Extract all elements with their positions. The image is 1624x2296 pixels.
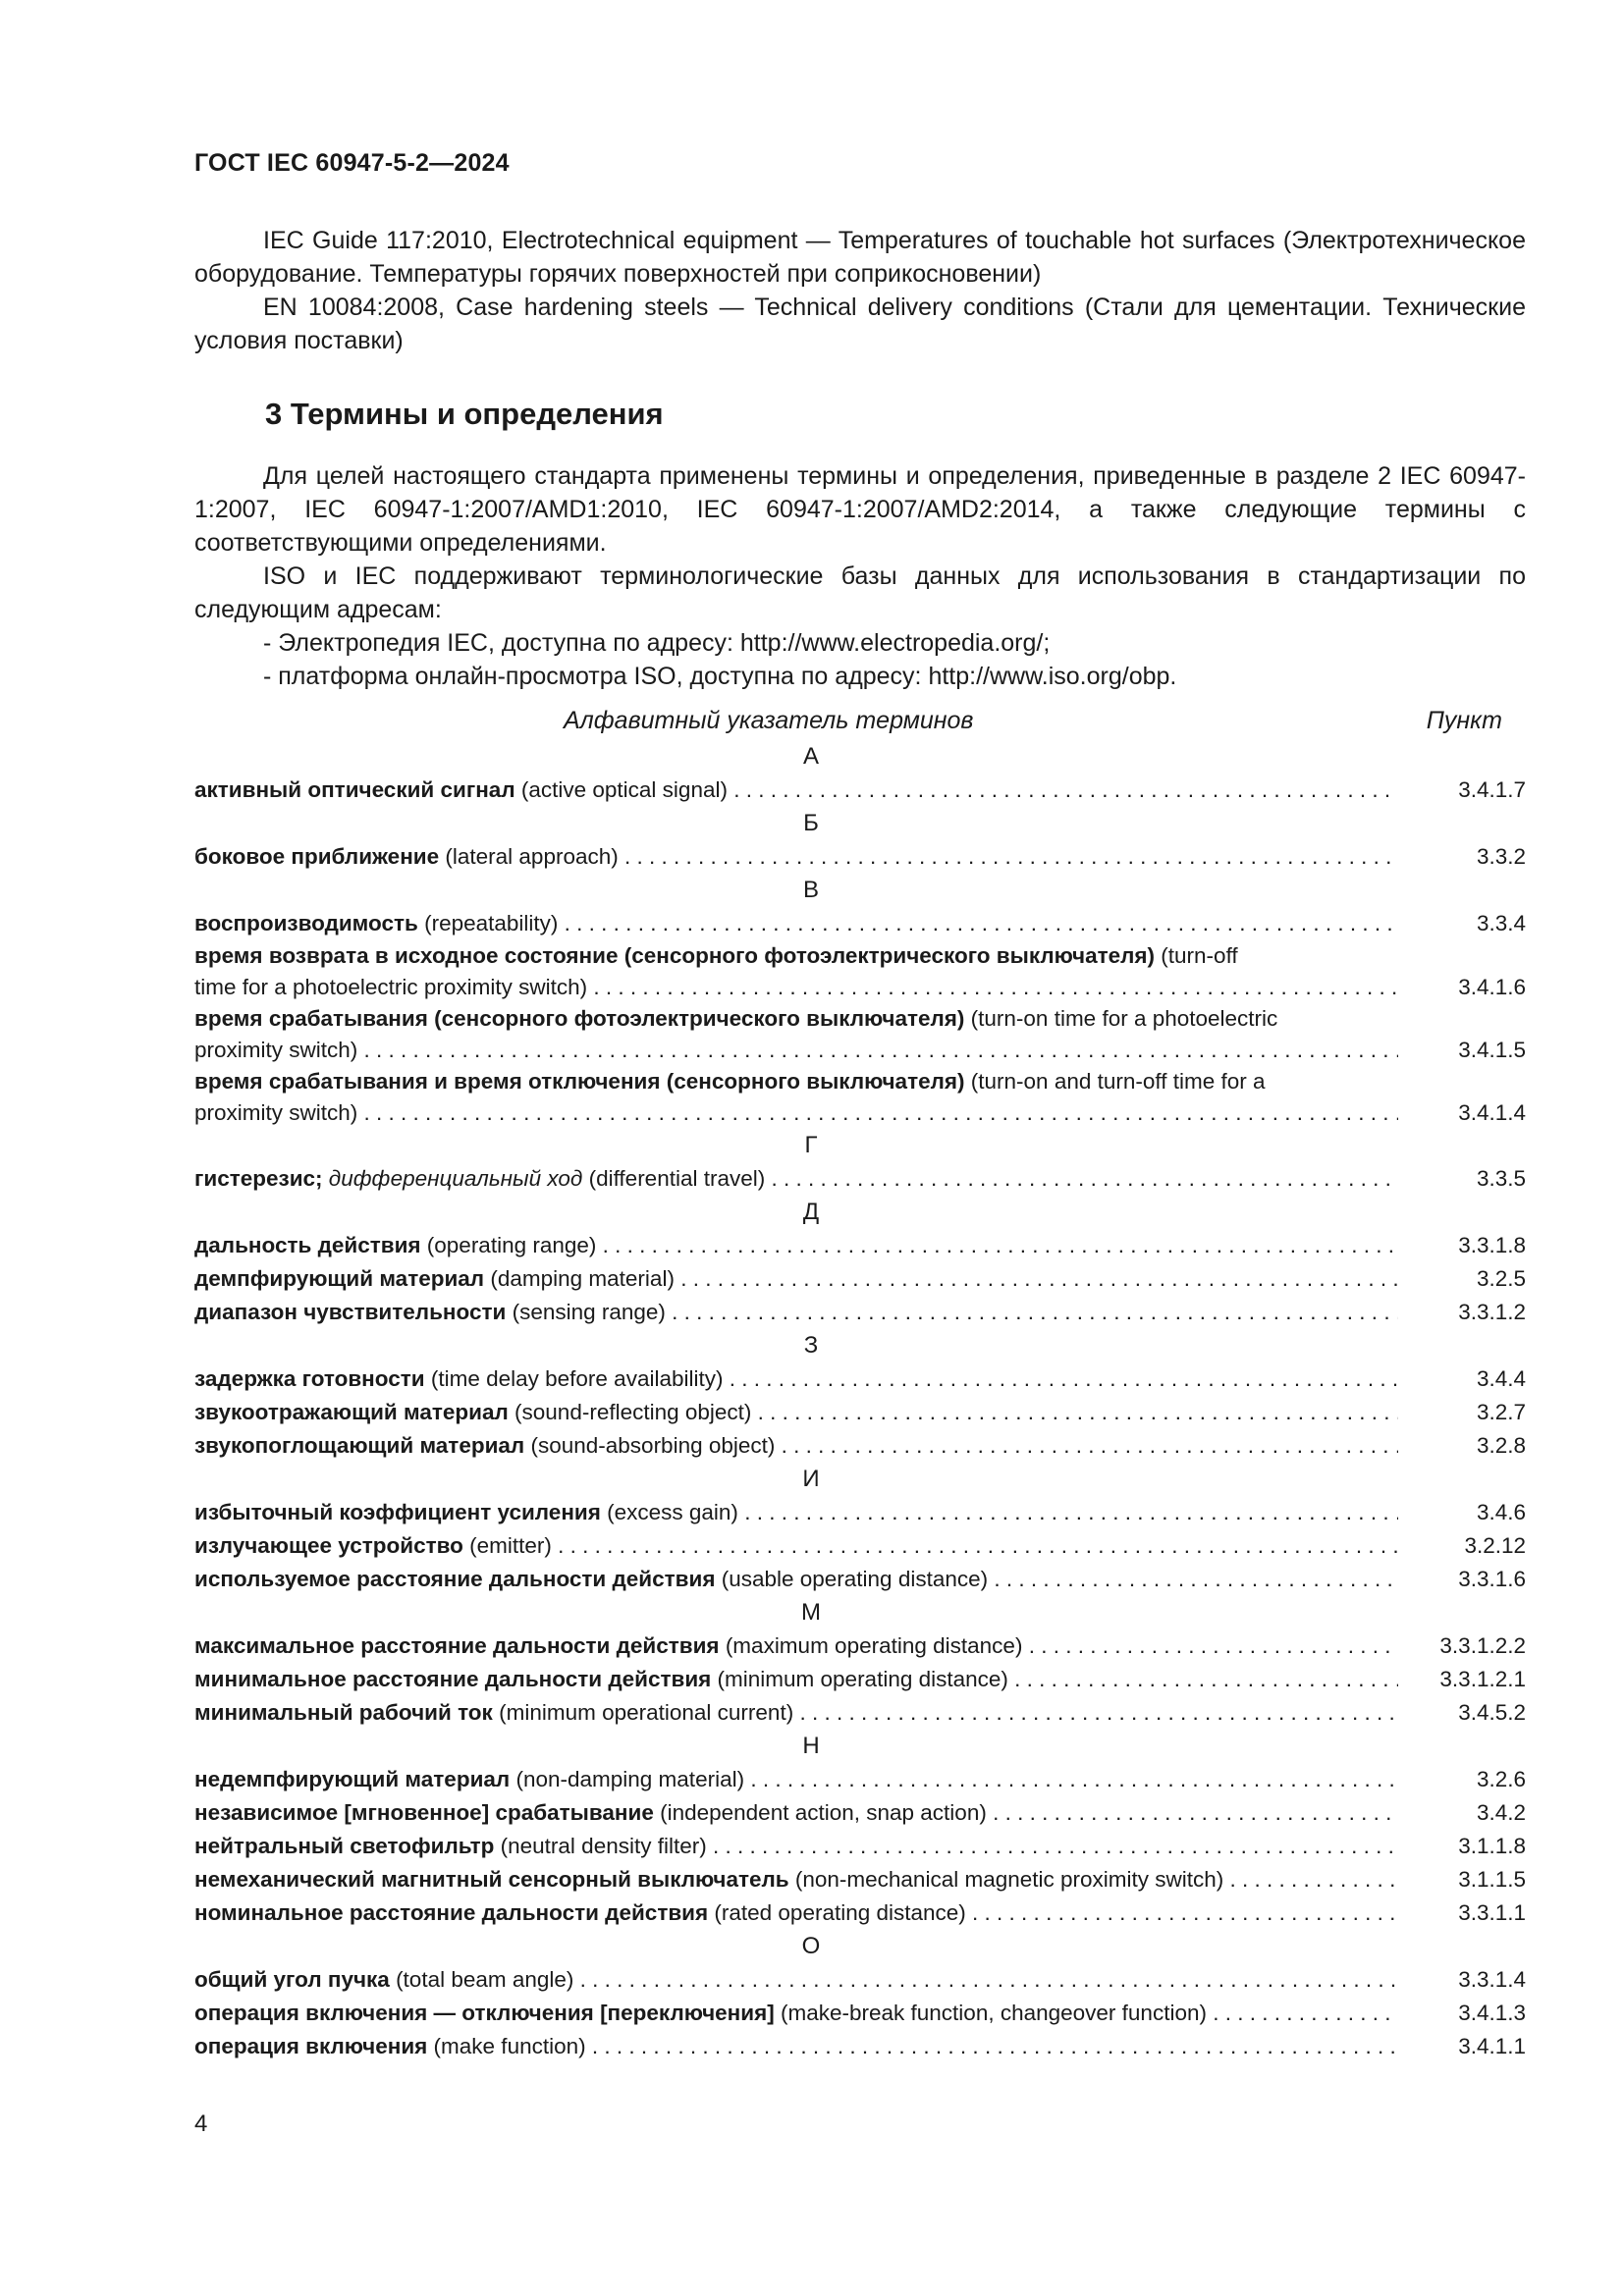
index-entry-line xyxy=(194,972,1526,1003)
index-term: дальность действия xyxy=(194,1233,421,1257)
index-entry xyxy=(194,1003,1526,1066)
index-term: диапазон чувствительности xyxy=(194,1300,507,1324)
index-clause-number: 3.4.1.4 xyxy=(1458,1100,1526,1125)
index-header xyxy=(194,707,1526,740)
index-entry xyxy=(194,1529,1526,1563)
index-term-english: (minimum operating distance) . . . xyxy=(711,1667,1398,1691)
index-term-english: (turn-on and turn-off time for a xyxy=(964,1069,1266,1094)
index-entry xyxy=(194,1763,1526,1796)
index-entry xyxy=(194,1066,1526,1129)
index-entry-text xyxy=(194,1896,1398,1930)
index-entry-text xyxy=(194,972,1398,1003)
index-clause-number: 3.3.1.6 xyxy=(1458,1567,1526,1591)
index-entry-text xyxy=(194,1035,1398,1066)
index-term-english: (neutral density filter) . . . xyxy=(494,1834,1398,1858)
index-term-english: (turn-on time for a photoelectric xyxy=(964,1006,1278,1031)
index-clause-number: 3.4.5.2 xyxy=(1458,1700,1526,1725)
index-entry xyxy=(194,774,1526,807)
alphabetical-index xyxy=(194,740,1526,2063)
index-entry xyxy=(194,1563,1526,1596)
index-term: задержка готовности xyxy=(194,1366,425,1391)
index-term: минимальное расстояние дальности действия xyxy=(194,1667,712,1691)
index-clause-number: 3.3.1.2.1 xyxy=(1439,1667,1526,1691)
index-entry-text xyxy=(194,1696,1398,1730)
index-entry-text xyxy=(194,1496,1398,1529)
index-term: звукоотражающий материал xyxy=(194,1400,509,1424)
index-term-english: (operating range) . . . xyxy=(421,1233,1398,1257)
index-entry-text xyxy=(194,1262,1398,1296)
index-term-english: (turn-off xyxy=(1155,943,1238,968)
index-entry xyxy=(194,907,1526,940)
index-term-english: (emitter) . . . xyxy=(463,1533,1398,1558)
index-entry-text xyxy=(194,1963,1398,1997)
index-entry xyxy=(194,1796,1526,1830)
index-term: время срабатывания (сенсорного фотоэлектрического выключателя) xyxy=(194,1006,965,1031)
index-term-english: (differential travel) . . . xyxy=(582,1166,1398,1191)
index-entry-text xyxy=(194,1097,1398,1129)
index-term: излучающее устройство xyxy=(194,1533,463,1558)
index-term: общий угол пучка xyxy=(194,1967,390,1992)
index-letter-heading: З xyxy=(803,1332,819,1359)
index-entry xyxy=(194,840,1526,874)
index-term-synonym: дифференциальный ход xyxy=(322,1166,583,1191)
index-entry-line xyxy=(194,1097,1526,1129)
index-clause-number: 3.3.5 xyxy=(1476,1166,1526,1191)
section-intro xyxy=(194,459,1526,693)
index-entry-text xyxy=(194,1830,1398,1863)
index-clause-number: 3.4.6 xyxy=(1476,1500,1526,1524)
index-letter-heading: Д xyxy=(802,1199,820,1225)
index-clause-number: 3.4.2 xyxy=(1476,1800,1526,1825)
index-term-english: (non-mechanical magnetic proximity switch) . . . xyxy=(789,1867,1398,1892)
index-clause-number: 3.1.1.8 xyxy=(1458,1834,1526,1858)
index-column-header: Пункт xyxy=(1426,707,1502,734)
index-term-english: (maximum operating distance) . . . xyxy=(720,1633,1398,1658)
index-letter-heading: А xyxy=(802,743,819,770)
index-letter-heading: О xyxy=(801,1933,821,1959)
index-entry xyxy=(194,1396,1526,1429)
index-title: Алфавитный указатель терминов xyxy=(564,707,974,734)
index-term: номинальное расстояние дальности действия xyxy=(194,1900,709,1925)
index-term: операция включения — отключения [переключения] xyxy=(194,2001,775,2025)
index-term: нейтральный светофильтр xyxy=(194,1834,495,1858)
index-clause-number: 3.4.1.7 xyxy=(1458,777,1526,802)
index-entry xyxy=(194,940,1526,1003)
index-entry-text xyxy=(194,1529,1398,1563)
index-term-english: (sound-reflecting object) . . . xyxy=(509,1400,1398,1424)
index-entry xyxy=(194,2030,1526,2063)
index-entry xyxy=(194,1496,1526,1529)
index-entry-text xyxy=(194,1362,1398,1396)
index-entry-text xyxy=(194,1396,1398,1429)
index-entry xyxy=(194,1229,1526,1262)
index-term-english-cont: proximity switch) . . . xyxy=(194,1100,1398,1125)
index-term: активный оптический сигнал xyxy=(194,777,515,802)
index-entry-line xyxy=(194,1066,1388,1097)
index-term: максимальное расстояние дальности действия xyxy=(194,1633,720,1658)
index-entry xyxy=(194,1896,1526,1930)
index-term: воспроизводимость xyxy=(194,911,418,935)
index-entry-line xyxy=(194,1003,1388,1035)
page-number: 4 xyxy=(194,2110,208,2137)
index-entry xyxy=(194,1997,1526,2030)
index-clause-number: 3.3.4 xyxy=(1476,911,1526,935)
index-term: независимое [мгновенное] срабатывание xyxy=(194,1800,654,1825)
index-term: используемое расстояние дальности действия xyxy=(194,1567,716,1591)
index-term-english: (time delay before availability) . . . xyxy=(425,1366,1398,1391)
index-term: звукопоглощающий материал xyxy=(194,1433,525,1458)
document-code-header: ГОСТ IEC 60947-5-2—2024 xyxy=(194,149,510,177)
index-clause-number: 3.3.1.4 xyxy=(1458,1967,1526,1992)
index-entry-text xyxy=(194,1796,1398,1830)
index-term-english-cont: proximity switch) . . . xyxy=(194,1038,1398,1062)
index-clause-number: 3.3.1.2 xyxy=(1458,1300,1526,1324)
index-term: время возврата в исходное состояние (сенсорного фотоэлектрического выключателя) xyxy=(194,943,1156,968)
reference-iec-guide-117: IEC Guide 117:2010, Electrotechnical equipment — Temperatures of touchable hot surfaces (Электротехническое оборудование. Температуры горячих поверхностей при соприкосновении) xyxy=(194,227,1526,288)
bullet-iso-obp: - платформа онлайн-просмотра ISO, доступна по адресу: http://www.iso.org/obp. xyxy=(263,663,1177,690)
index-entry-text xyxy=(194,1296,1398,1329)
index-clause-number: 3.2.6 xyxy=(1476,1767,1526,1791)
index-clause-number: 3.2.5 xyxy=(1476,1266,1526,1291)
index-letter-heading: Б xyxy=(803,810,819,836)
index-clause-number: 3.4.1.1 xyxy=(1458,2034,1526,2058)
index-entry xyxy=(194,1429,1526,1463)
index-term-english: (total beam angle) . . . xyxy=(390,1967,1398,1992)
intro-paragraph: Для целей настоящего стандарта применены термины и определения, приведенные в разделе 2 IEC 60947-1:2007, IEC 60947-1:2007/AMD1:2010, IEC 60947-1:2007/AMD2:2014, а также следующие термины с соответствующими определениями. xyxy=(194,462,1526,557)
index-entry-text xyxy=(194,1429,1398,1463)
reference-en-10084: EN 10084:2008, Case hardening steels — Technical delivery conditions (Стали для цементации. Технические условия поставки) xyxy=(194,294,1526,354)
index-entry-text xyxy=(194,907,1398,940)
index-term: минимальный рабочий ток xyxy=(194,1700,493,1725)
index-clause-number: 3.4.1.5 xyxy=(1458,1038,1526,1062)
index-letter-heading: М xyxy=(801,1599,821,1626)
index-term: время срабатывания и время отключения (сенсорного выключателя) xyxy=(194,1069,965,1094)
index-term-english: (independent action, snap action) . . . xyxy=(654,1800,1398,1825)
index-clause-number: 3.1.1.5 xyxy=(1458,1867,1526,1892)
index-entry xyxy=(194,1362,1526,1396)
index-entry xyxy=(194,1296,1526,1329)
index-entry-text xyxy=(194,2030,1398,2063)
index-term-english: (repeatability) . . . xyxy=(418,911,1398,935)
index-clause-number: 3.4.4 xyxy=(1476,1366,1526,1391)
index-letter-heading: Н xyxy=(802,1733,820,1759)
index-term-english: (make-break function, changeover function) . . . xyxy=(775,2001,1398,2025)
index-entry xyxy=(194,1963,1526,1997)
index-term: избыточный коэффициент усиления xyxy=(194,1500,601,1524)
index-letter-heading: Г xyxy=(804,1132,818,1158)
normative-references xyxy=(194,224,1526,357)
index-term-english: (minimum operational current) . . . xyxy=(493,1700,1398,1725)
index-term-english: (make function) . . . xyxy=(427,2034,1398,2058)
index-term: недемпфирующий материал xyxy=(194,1767,511,1791)
index-term: боковое приближение xyxy=(194,844,440,869)
index-entry-text xyxy=(194,1629,1398,1663)
bullet-electropedia: - Электропедия IEC, доступна по адресу: http://www.electropedia.org/; xyxy=(263,629,1051,657)
index-entry-text xyxy=(194,1663,1398,1696)
index-entry-text xyxy=(194,840,1398,874)
index-entry xyxy=(194,1262,1526,1296)
index-clause-number: 3.4.1.6 xyxy=(1458,975,1526,999)
index-clause-number: 3.3.1.1 xyxy=(1458,1900,1526,1925)
index-term: немеханический магнитный сенсорный выключатель xyxy=(194,1867,789,1892)
index-clause-number: 3.3.1.2.2 xyxy=(1439,1633,1526,1658)
index-letter-heading: И xyxy=(802,1466,820,1492)
index-entry xyxy=(194,1696,1526,1730)
index-entry-text xyxy=(194,1162,1398,1196)
index-term-english: (active optical signal) . . . xyxy=(515,777,1398,802)
index-letter-heading: В xyxy=(802,877,819,903)
index-clause-number: 3.3.1.8 xyxy=(1458,1233,1526,1257)
index-entry-line xyxy=(194,940,1388,972)
intro-paragraph-databases: ISO и IEC поддерживают терминологические базы данных для использования в стандартизации по следующим адресам: xyxy=(194,562,1526,623)
index-clause-number: 3.2.7 xyxy=(1476,1400,1526,1424)
index-term-english: (rated operating distance) . . . xyxy=(708,1900,1398,1925)
index-entry-text xyxy=(194,1863,1398,1896)
index-entry-line xyxy=(194,1035,1526,1066)
index-term-english: (lateral approach) . . . xyxy=(439,844,1398,869)
index-clause-number: 3.2.8 xyxy=(1476,1433,1526,1458)
index-term: операция включения xyxy=(194,2034,428,2058)
index-entry-text xyxy=(194,1229,1398,1262)
index-term-english: (sensing range) . . . xyxy=(506,1300,1398,1324)
index-entry-text xyxy=(194,1563,1398,1596)
index-entry-text xyxy=(194,1763,1398,1796)
index-clause-number: 3.4.1.3 xyxy=(1458,2001,1526,2025)
index-clause-number: 3.3.2 xyxy=(1476,844,1526,869)
index-term-english: (excess gain) . . . xyxy=(601,1500,1398,1524)
index-term-english: (usable operating distance) . . . xyxy=(715,1567,1398,1591)
index-entry xyxy=(194,1629,1526,1663)
index-entry xyxy=(194,1663,1526,1696)
index-term: гистерезис; xyxy=(194,1166,323,1191)
index-clause-number: 3.2.12 xyxy=(1464,1533,1526,1558)
index-term: демпфирующий материал xyxy=(194,1266,485,1291)
index-entry xyxy=(194,1830,1526,1863)
index-entry xyxy=(194,1863,1526,1896)
index-term-english-cont: time for a photoelectric proximity switch) . . . xyxy=(194,975,1398,999)
index-term-english: (sound-absorbing object) . . . xyxy=(524,1433,1398,1458)
index-entry xyxy=(194,1162,1526,1196)
index-entry-text xyxy=(194,1997,1398,2030)
index-term-english: (non-damping material) . . . xyxy=(510,1767,1398,1791)
index-entry-text xyxy=(194,774,1398,807)
section-title: 3 Термины и определения xyxy=(265,397,664,431)
index-term-english: (damping material) . . . xyxy=(484,1266,1398,1291)
